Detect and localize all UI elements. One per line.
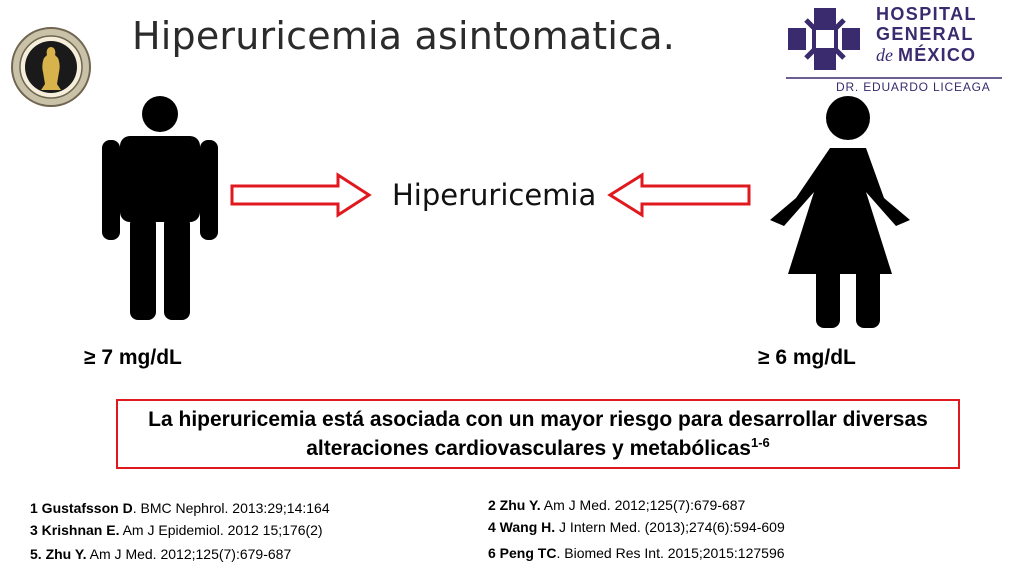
reference-author: 6 Peng TC [488, 545, 557, 561]
hospital-cross-icon [788, 8, 860, 70]
hospital-name-mexico: MÉXICO [898, 45, 977, 65]
reference-3 [30, 522, 323, 538]
left-arrow-icon [606, 172, 752, 218]
female-threshold-value: ≥ 6 mg/dL [758, 346, 856, 369]
reference-author: 5. Zhu Y. [30, 546, 87, 562]
hospital-name-line1: HOSPITAL [876, 4, 977, 24]
reference-4 [488, 519, 785, 535]
risk-note-line1: La hiperuricemia está asociada con un mayor riesgo para desarrollar diversas [148, 408, 928, 431]
hospital-name-prefix: de [876, 45, 893, 65]
male-figure-icon [98, 96, 222, 324]
reference-citation: . BMC Nephrol. 2013:29;14:164 [132, 500, 330, 516]
hospital-name-line3 [876, 46, 976, 65]
reference-author: 1 Gustafsson D [30, 500, 133, 516]
page-title: Hiperuricemia asintomatica. [132, 14, 676, 58]
hyperuricemia-label: Hiperuricemia [392, 178, 597, 212]
reference-author: 3 Krishnan E. [30, 522, 120, 538]
risk-note-text [148, 405, 928, 463]
hospital-name-line2: GENERAL [876, 24, 974, 44]
reference-6 [488, 545, 785, 561]
reference-author: 2 Zhu Y. [488, 497, 541, 513]
male-threshold-value: ≥ 7 mg/dL [84, 346, 182, 369]
female-figure-icon [760, 96, 936, 330]
reference-author: 4 Wang H. [488, 519, 556, 535]
reference-citation: Am J Med. 2012;125(7):679-687 [540, 497, 746, 513]
reference-citation: Am J Med. 2012;125(7):679-687 [86, 546, 292, 562]
reference-1 [30, 500, 330, 516]
right-arrow-icon [230, 172, 372, 218]
risk-note-superscript: 1-6 [750, 435, 770, 450]
reference-2 [488, 497, 745, 513]
risk-note-box [116, 399, 960, 469]
hospital-subtitle: DR. EDUARDO LICEAGA [836, 80, 991, 94]
reference-5 [30, 546, 291, 562]
academy-seal-icon [10, 26, 92, 108]
risk-note-line2: alteraciones cardiovasculares y metabólicas [306, 437, 751, 460]
reference-citation: Am J Epidemiol. 2012 15;176(2) [119, 522, 323, 538]
reference-citation: . Biomed Res Int. 2015;2015:127596 [556, 545, 785, 561]
reference-citation: J Intern Med. (2013);274(6):594-609 [555, 519, 785, 535]
